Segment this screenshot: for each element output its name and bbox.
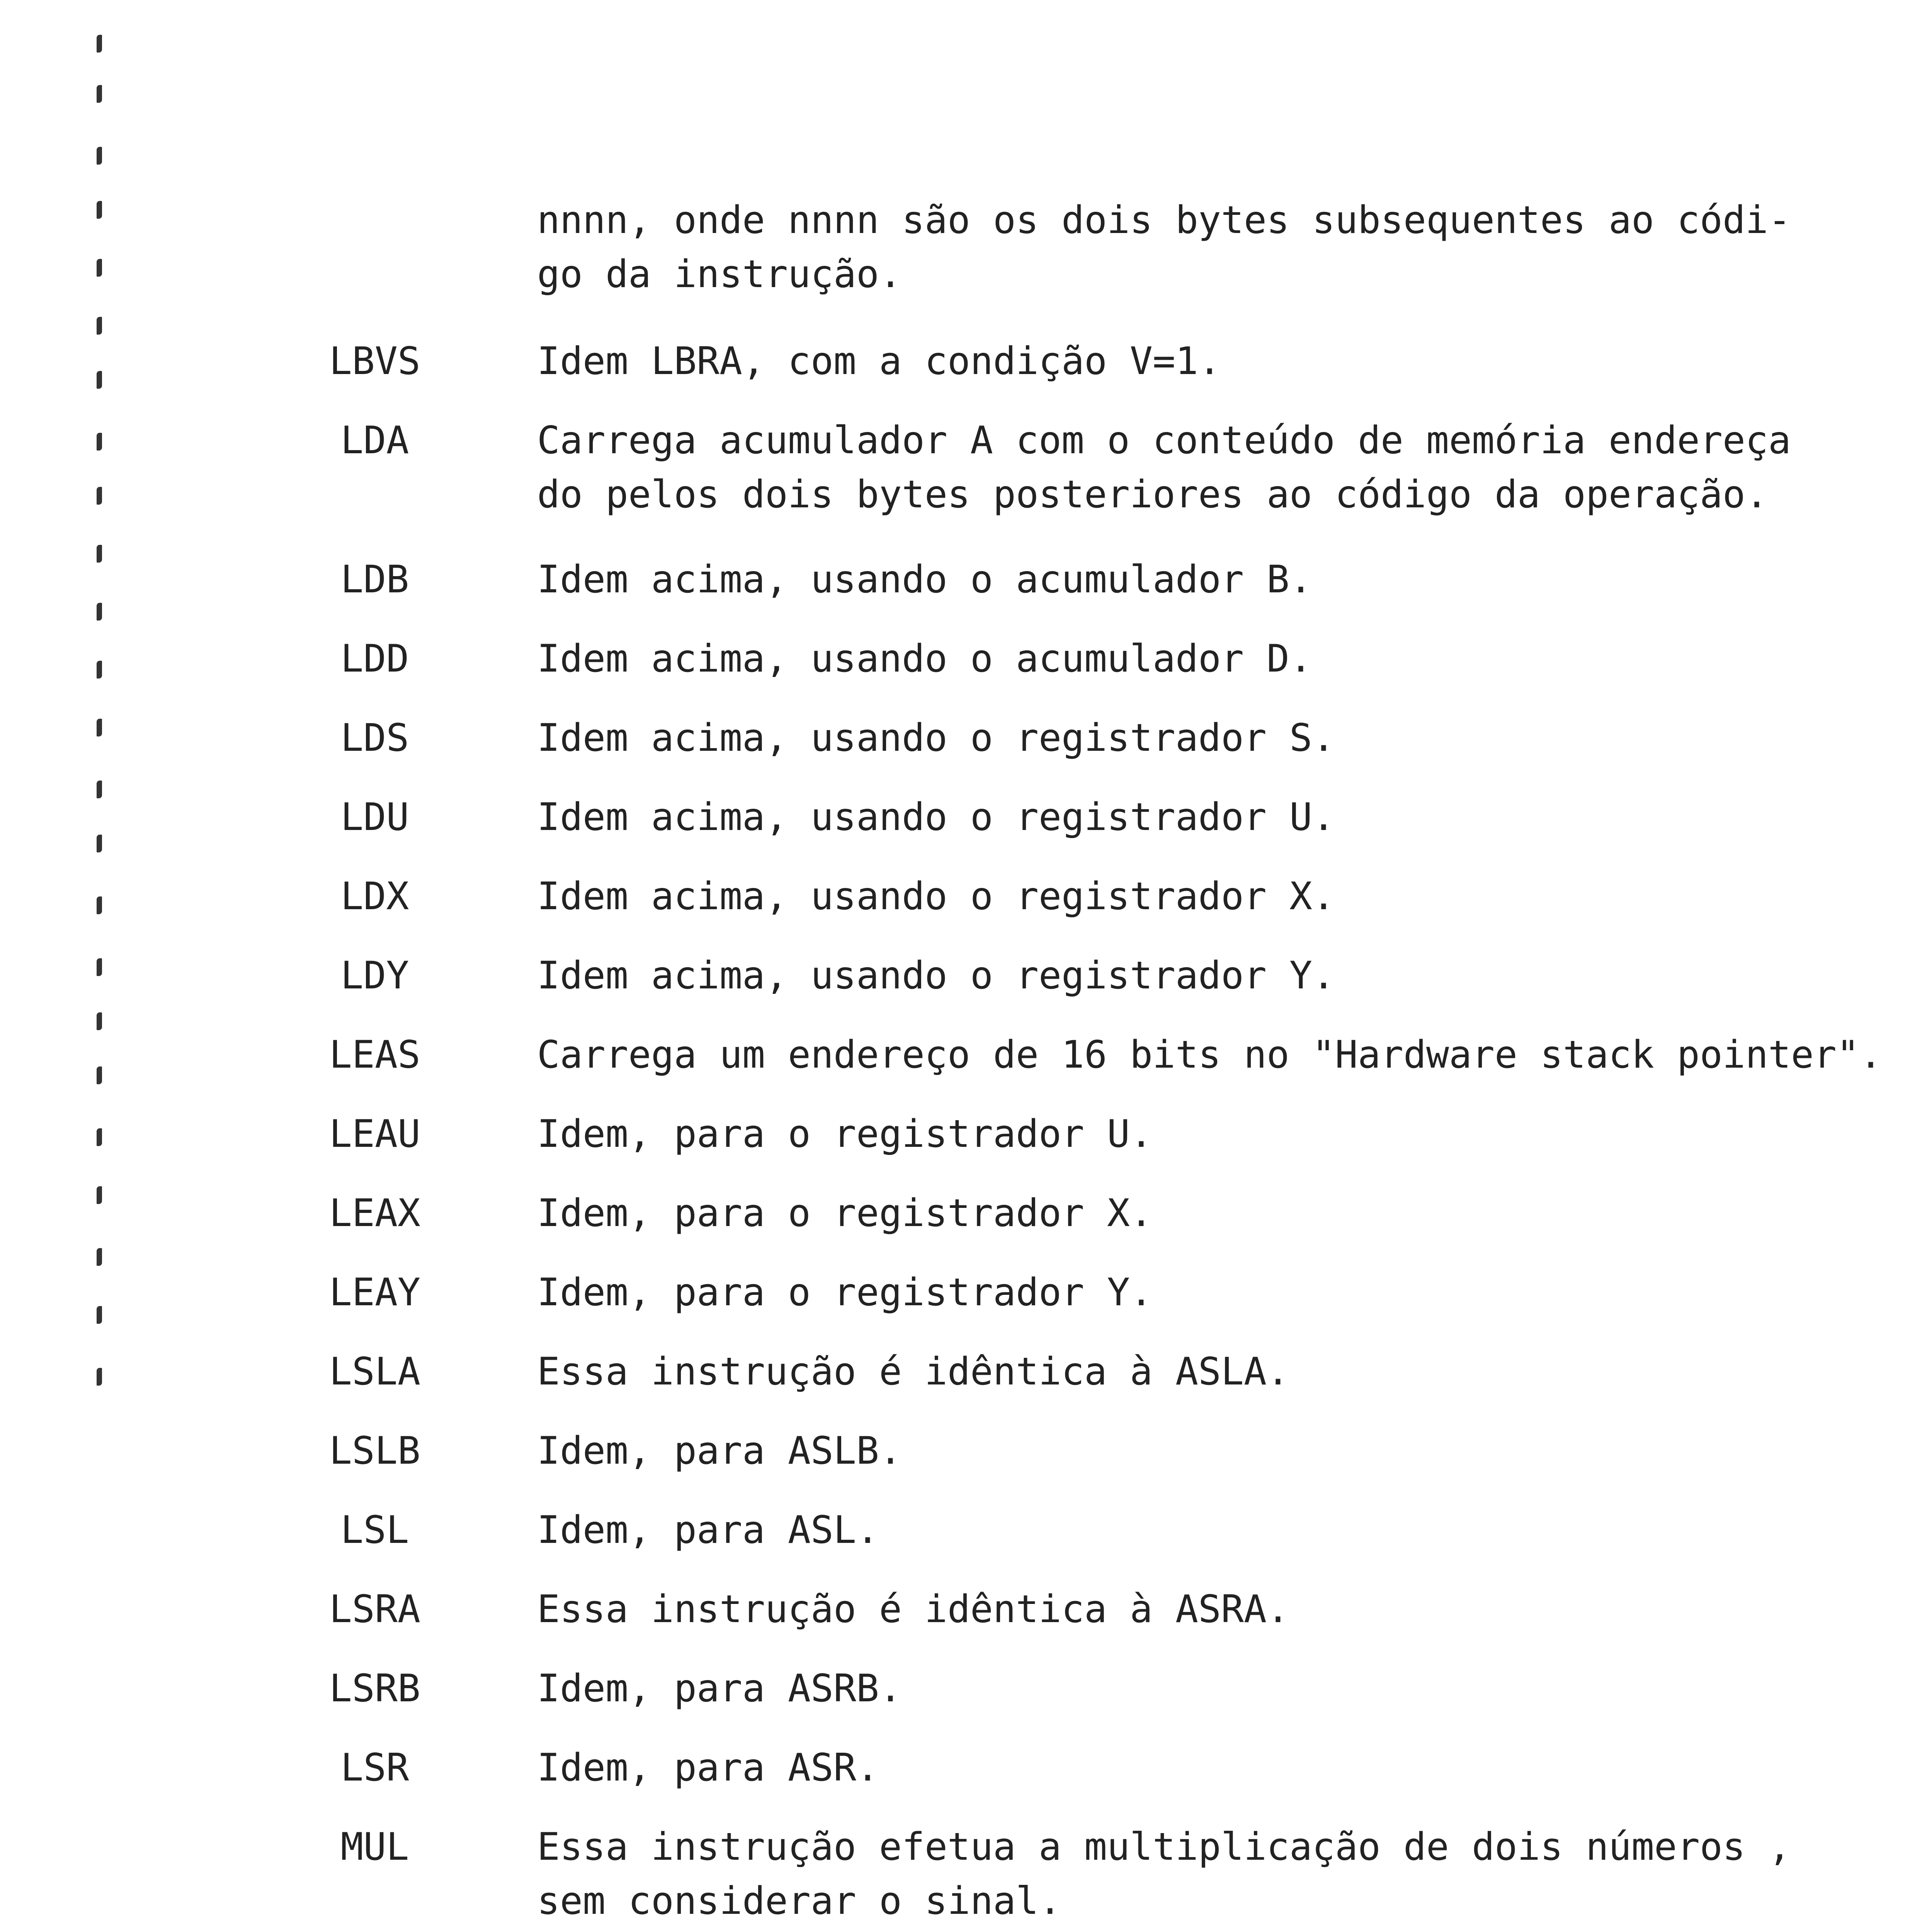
instruction-description: Carrega um endereço de 16 bits no "Hardware stack pointer". [537,1033,1883,1077]
instruction-mnemonic: LDB [340,558,409,602]
instruction-description: Carrega acumulador A com o conteúdo de memória endereça do pelos dois bytes posteriores ao código da operação. [537,418,1791,517]
instruction-description: Idem LBRA, com a condição V=1. [537,339,1221,383]
instruction-mnemonic: LEAU [329,1112,420,1156]
instruction-mnemonic: LBVS [329,339,420,383]
instruction-description: Idem acima, usando o registrador S. [537,716,1335,760]
instruction-mnemonic: LDA [340,418,409,463]
instruction-description: Essa instrução é idêntica à ASLA. [537,1350,1290,1394]
instruction-description: Idem acima, usando o registrador X. [537,874,1335,918]
instruction-description: Idem, para ASLB. [537,1429,902,1473]
instruction-description: Idem, para ASRB. [537,1667,902,1711]
instruction-mnemonic: LEAY [329,1270,420,1315]
instruction-mnemonic: LDD [340,637,409,681]
instruction-mnemonic: LSLB [329,1429,420,1473]
instruction-description: Idem acima, usando o acumulador B. [537,558,1313,602]
instruction-mnemonic: LDS [340,716,409,760]
instruction-description: Idem, para o registrador Y. [537,1270,1153,1315]
instruction-mnemonic: MUL [340,1825,409,1869]
instruction-description: Idem, para ASL. [537,1508,879,1552]
intro-continuation-text: nnnn, onde nnnn são os dois bytes subsequentes ao códi- go da instrução. [537,198,1791,296]
instruction-mnemonic: LDU [340,795,409,839]
instruction-mnemonic: LSLA [329,1350,420,1394]
instruction-description: Idem, para o registrador X. [537,1191,1153,1235]
instruction-description: Essa instrução efetua a multiplicação de dois números , sem considerar o sinal. [537,1825,1791,1923]
instruction-description: Idem acima, usando o acumulador D. [537,637,1313,681]
instruction-description: Idem, para o registrador U. [537,1112,1153,1156]
instruction-description: Essa instrução é idêntica à ASRA. [537,1587,1290,1631]
instruction-mnemonic: LSRA [329,1587,420,1631]
instruction-mnemonic: LDX [340,874,409,918]
instruction-mnemonic: LSR [340,1746,409,1790]
instruction-mnemonic: LSRB [329,1667,420,1711]
binding-hole-marks [97,23,120,1492]
instruction-mnemonic: LEAX [329,1191,420,1235]
instruction-description: Idem acima, usando o registrador Y. [537,954,1335,998]
instruction-mnemonic: LDY [340,954,409,998]
instruction-mnemonic: LSL [340,1508,409,1552]
instruction-description: Idem, para ASR. [537,1746,879,1790]
instruction-description: Idem acima, usando o registrador U. [537,795,1335,839]
instruction-mnemonic: LEAS [329,1033,420,1077]
